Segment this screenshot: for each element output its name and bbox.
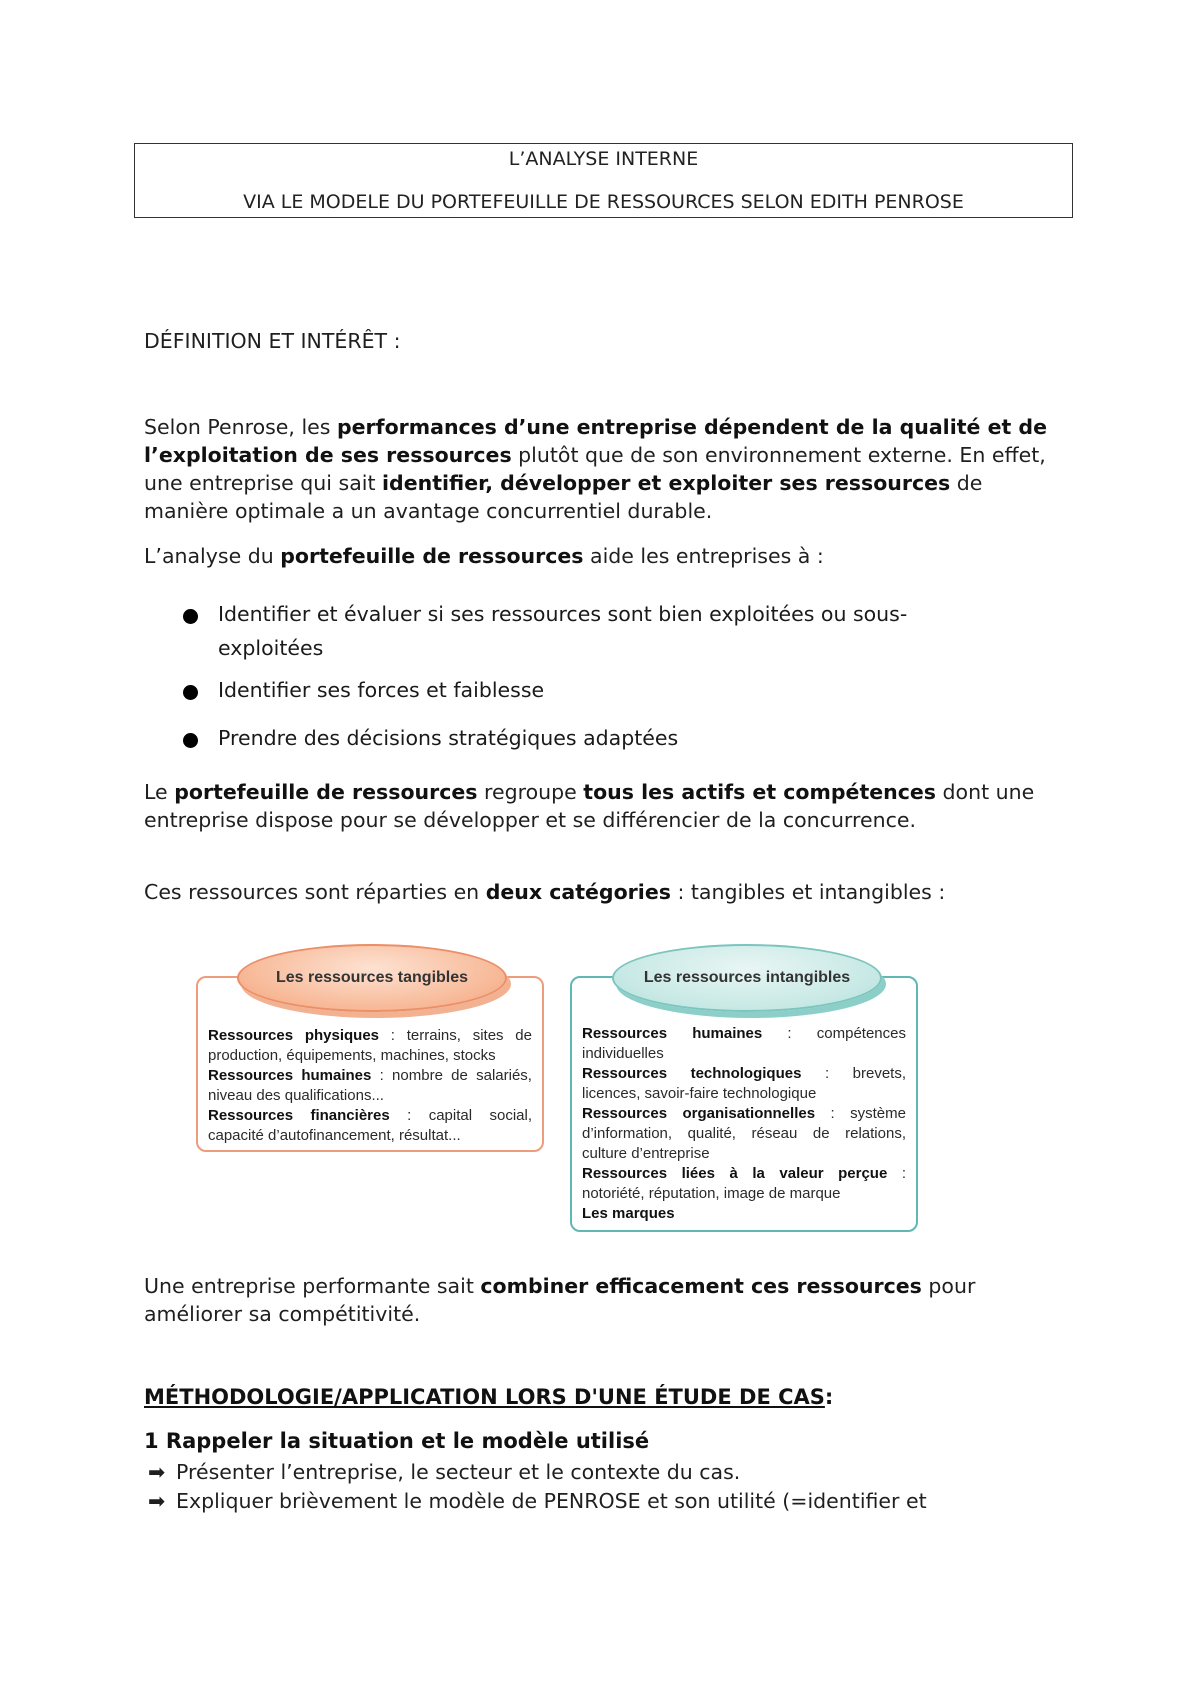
bullet-dot-icon (183, 685, 198, 700)
paragraph-combiner (144, 1272, 1064, 1328)
para1-text-e: de manière optimale a un avantage concurrentiel durable. (144, 471, 983, 523)
bullet-list (180, 597, 990, 755)
para2-text-a: L’analyse du (144, 544, 281, 568)
intangible-item-label: Ressources liées à la valeur perçue (582, 1165, 888, 1182)
para5-text-c: pour améliorer sa compétitivité. (144, 1274, 976, 1326)
intangible-item-text: : notoriété, réputation, image de marque (582, 1165, 906, 1202)
step1-line-text: Présenter l’entreprise, le secteur et le contexte du cas. (176, 1460, 741, 1484)
intangible-item (582, 1164, 906, 1204)
bullet-item (180, 721, 990, 755)
intangible-resources-title: Les ressources intangibles (612, 944, 882, 1012)
step1-heading: 1 Rappeler la situation et le modèle utilisé (144, 1429, 650, 1453)
arrow-right-icon: ➡ (148, 1489, 166, 1513)
bullet-dot-icon (183, 733, 198, 748)
intangible-resources-box (570, 976, 918, 1232)
tangible-item (208, 1026, 532, 1066)
title-line-1: L’ANALYSE INTERNE (508, 148, 699, 170)
methodology-heading (144, 1385, 833, 1409)
bullet-item (180, 597, 990, 665)
para2-bold-b: portefeuille de ressources (280, 544, 584, 568)
title-box (134, 143, 1073, 218)
intangible-item (582, 1064, 906, 1104)
tangible-item-label: Ressources financières (208, 1107, 390, 1124)
para4-bold-b: deux catégories (485, 880, 671, 904)
methodology-heading-colon: : (824, 1385, 834, 1409)
tangible-item-label: Ressources humaines (208, 1067, 372, 1084)
step1-line (148, 1489, 927, 1513)
definition-heading: DÉFINITION ET INTÉRÊT : (144, 329, 401, 353)
paragraph-categories (144, 878, 1064, 906)
intangible-item (582, 1024, 906, 1064)
bullet-item (180, 673, 990, 707)
bullet-text: Identifier ses forces et faiblesse (218, 678, 545, 702)
bullet-text: Prendre des décisions stratégiques adaptées (218, 726, 679, 750)
intangible-item-label: Les marques (582, 1205, 675, 1222)
intangible-item-label: Ressources technologiques (582, 1065, 802, 1082)
para3-text-e: dont une entreprise dispose pour se développer et se différencier de la concurrence. (144, 780, 1035, 832)
intangible-item-label: Ressources humaines (582, 1025, 763, 1042)
intangible-item (582, 1104, 906, 1164)
para5-text-a: Une entreprise performante sait (144, 1274, 481, 1298)
paragraph-portefeuille (144, 778, 1064, 834)
para3-text-c: regroupe (477, 780, 584, 804)
tangible-item-text: : terrains, sites de production, équipements, machines, stocks (208, 1027, 532, 1064)
para1-bold-d: identifier, développer et exploiter ses ressources (382, 471, 951, 495)
para1-text-a: Selon Penrose, les (144, 415, 337, 439)
intangible-item-label: Ressources organisationnelles (582, 1105, 816, 1122)
title-line-2: VIA LE MODELE DU PORTEFEUILLE DE RESSOURCES SELON EDITH PENROSE (243, 191, 964, 213)
paragraph-analyse (144, 542, 1064, 570)
para3-bold-d: tous les actifs et compétences (583, 780, 937, 804)
arrow-right-icon: ➡ (148, 1460, 166, 1484)
bullet-dot-icon (183, 609, 198, 624)
para5-bold-b: combiner efficacement ces ressources (480, 1274, 922, 1298)
tangible-item-text: : capital social, capacité d’autofinancement, résultat... (208, 1107, 533, 1144)
tangible-resources-title: Les ressources tangibles (237, 944, 507, 1012)
para4-text-c: : tangibles et intangibles : (670, 880, 946, 904)
step1-line (148, 1460, 740, 1484)
intangible-item-text: : compétences individuelles (582, 1025, 906, 1062)
step1-line-text: Expliquer brièvement le modèle de PENROSE et son utilité (=identifier et (176, 1489, 927, 1513)
para3-bold-b: portefeuille de ressources (174, 780, 478, 804)
tangible-item (208, 1066, 532, 1106)
tangible-item (208, 1106, 532, 1146)
tangible-item-label: Ressources physiques (208, 1027, 380, 1044)
intangible-item-text: : brevets, licences, savoir-faire technologique (582, 1065, 906, 1102)
para1-bold-b: performances d’une entreprise dépendent de la qualité et de l’exploitation de ses ressources (144, 415, 1047, 467)
para4-text-a: Ces ressources sont réparties en (144, 880, 486, 904)
paragraph-penrose (144, 413, 1064, 525)
tangible-item-text: : nombre de salariés, niveau des qualifications... (208, 1067, 532, 1104)
bullet-text: Identifier et évaluer si ses ressources sont bien exploitées ou sous-exploitées (218, 602, 908, 660)
para1-text-c: plutôt que de son environnement externe. En effet, une entreprise qui sait (144, 443, 1046, 495)
para2-text-c: aide les entreprises à : (583, 544, 824, 568)
methodology-heading-text: MÉTHODOLOGIE/APPLICATION LORS D'UNE ÉTUDE DE CAS (144, 1385, 825, 1409)
intangible-item (582, 1204, 906, 1224)
intangible-item-text: : système d’information, qualité, réseau de relations, culture d’entreprise (582, 1105, 906, 1162)
para3-text-a: Le (144, 780, 175, 804)
